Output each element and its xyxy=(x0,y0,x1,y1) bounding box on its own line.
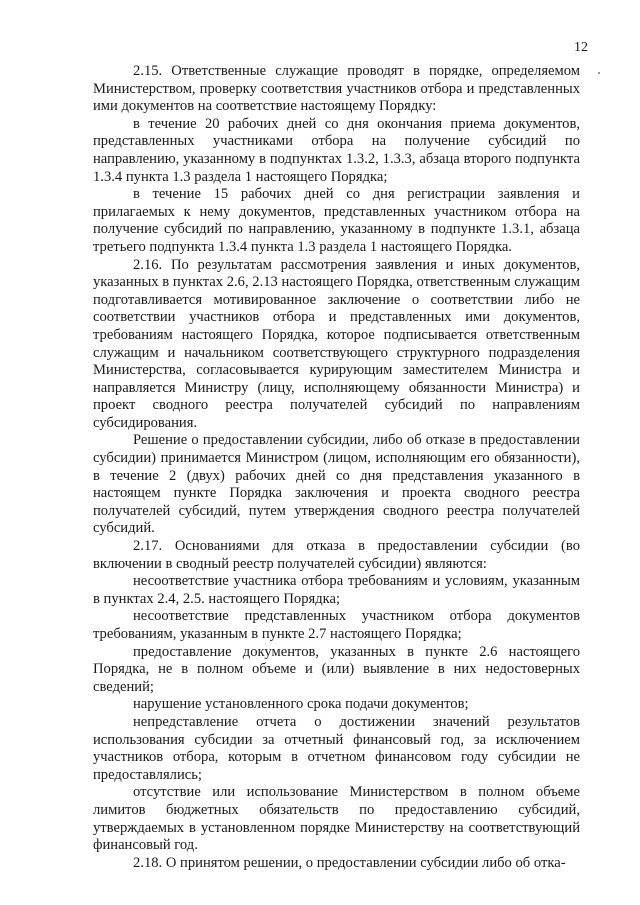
paragraph-2-18: 2.18. О принятом решении, о предоставлении субсидии либо об отка- xyxy=(133,854,566,871)
paragraph-term-20-days: в течение 20 рабочих дней со дня окончания приема документов, представленных участниками отбора на получение субсидий по направлению, указанному в подпунктах 1.3.2, 1.3.3, абзаца второго подпункта 1.3.4 пункта 1.3 раздела 1 настоящего Порядка; xyxy=(93,115,580,185)
paragraph-2-15: 2.15. Ответственные служащие проводят в порядке, определяемом Министерством, проверку соответствия участников отбора и представленных ими документов на соответствие настоящему Порядку: xyxy=(93,63,580,115)
paragraph-reason-documents: несоответствие представленных участником отбора документов требованиям, указанным в пункте 2.7 настоящего Порядка; xyxy=(93,608,580,642)
paragraph-reason-no-report: непредставление отчета о достижении значений результатов использования субсидии за отчетный финансовый год, за исключением участников отбора, которым в отчетном финансовом году субсидии не предоставлялись; xyxy=(93,713,580,783)
paragraph-decision: Решение о предоставлении субсидии, либо об отказе в предоставлении субсидии) принимается Министром (лицом, исполняющим его обязанности), в течение 2 (двух) рабочих дней со дня представления указанного в настоящем пункте Порядка заключения и проекта сводного реестра получателей субсидий, путем утверждения сводного реестра получателей субсидий. xyxy=(93,432,580,537)
page-number: 12 xyxy=(574,40,588,55)
paragraph-term-15-days: в течение 15 рабочих дней со дня регистрации заявления и прилагаемых к нему документов, представленных участником отбора на получение субсидий по направлению, указанному в подпункте 1.3.1, абзаца третьего подпункта 1.3.4 пункта 1.3 раздела 1 настоящего Порядка. xyxy=(93,186,580,255)
document-body xyxy=(93,63,580,872)
paragraph-reason-deadline: нарушение установленного срока подачи документов; xyxy=(133,696,469,713)
paragraph-2-16: 2.16. По результатам рассмотрения заявления и иных документов, указанных в пунктах 2.6, 2.13 настоящего Порядка, ответственным служащим подготавливается мотивированное заключение о соответствии либо не соответствии участников отбора и представленных ими документов, требованиям настоящего Порядка, которое подписывается ответственным служащим и начальником соответствующего структурного подразделения Министерства, согласовывается курирующим заместителем Министра и направляется Министру (лицу, исполняющему обязанности Министра) и проект сводного реестра получателей субсидий по направлениям субсидирования. xyxy=(93,256,580,431)
paragraph-reason-nonconformity: несоответствие участника отбора требованиям и условиям, указанным в пунктах 2.4, 2.5. настоящего Порядка; xyxy=(93,573,580,607)
scan-speck xyxy=(598,72,600,74)
paragraph-2-17: 2.17. Основаниями для отказа в предоставлении субсидии (во включении в сводный реестр получателей субсидии) являются: xyxy=(93,538,580,572)
paragraph-reason-limits: отсутствие или использование Министерством в полном объеме лимитов бюджетных обязательств по предоставлению субсидий, утверждаемых в установленном порядке Министерству на соответствующий финансовый год. xyxy=(93,784,580,854)
paragraph-reason-incomplete: предоставление документов, указанных в пункте 2.6 настоящего Порядка, не в полном объеме и (или) выявление в них недостоверных сведений; xyxy=(93,643,580,695)
